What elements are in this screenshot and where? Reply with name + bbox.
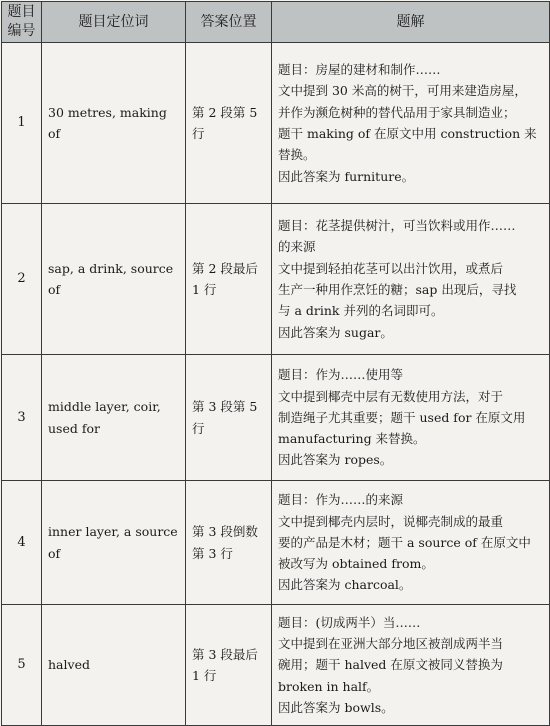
explanation-cell [272, 355, 550, 481]
keywords-cell: middle layer, coir, used for [42, 355, 186, 481]
answer-position-cell: 第 2 段最后 1 行 [186, 204, 272, 355]
explanation-line: 文中提到 30 米高的树干，可用来建造房屋， [278, 83, 527, 99]
answer-analysis-table [1, 1, 550, 726]
header-question-number: 题目编号 [2, 2, 42, 43]
explanation-line: 文中提到轻拍花茎可以出汁饮用，或煮后 [278, 260, 504, 276]
answer-position-cell: 第 2 段第 5 行 [186, 43, 272, 204]
table-row [2, 204, 550, 355]
explanation-line: 文中提到在亚洲大部分地区被剖成两半当 [278, 636, 504, 652]
answer-position-cell: 第 3 段倒数第 3 行 [186, 481, 272, 605]
header-answer-position: 答案位置 [186, 2, 272, 43]
keywords-cell: halved [42, 605, 186, 726]
explanation-line: 题目：房屋的建材和制作…… [278, 62, 441, 78]
answer-position-cell: 第 3 段第 5 行 [186, 355, 272, 481]
table-row [2, 481, 550, 605]
question-number: 1 [2, 43, 42, 204]
keywords-cell: inner layer, a source of [42, 481, 186, 605]
keywords-cell: 30 metres, making of [42, 43, 186, 204]
explanation-line: broken in half。 [278, 678, 380, 694]
keywords-cell: sap, a drink, source of [42, 204, 186, 355]
explanation-line: 生产一种用作烹饪的糖；sap 出现后，寻找 [278, 282, 517, 297]
table-header-row [2, 2, 550, 43]
explanation-line: 因此答案为 sugar。 [278, 324, 393, 340]
explanation-line: 题目：(切成两半）当…… [278, 614, 421, 630]
explanation-line: 因此答案为 bowls。 [278, 699, 394, 715]
question-number: 4 [2, 481, 42, 605]
explanation-line: 文中提到椰壳中层有无数使用方法，对于 [278, 388, 504, 404]
explanation-line: 文中提到椰壳内层时，说椰壳制成的最重 [278, 513, 504, 529]
explanation-line: 题目：作为……使用等 [278, 367, 404, 383]
question-number: 2 [2, 204, 42, 355]
table-row [2, 605, 550, 726]
header-explanation: 题解 [272, 2, 550, 43]
explanation-line: 因此答案为 furniture。 [278, 168, 415, 184]
explanation-line: 题目：作为……的来源 [278, 492, 404, 508]
question-number: 5 [2, 605, 42, 726]
explanation-line: 要的产品是木材；题干 a source of 在原文中 [278, 534, 531, 550]
explanation-line: 题干 making of 在原文中用 construction 来 [278, 126, 537, 141]
explanation-cell [272, 605, 550, 726]
explanation-line: 制造绳子尤其重要；题干 used for 在原文用 [278, 409, 526, 425]
explanation-line: 因此答案为 charcoal。 [278, 577, 412, 593]
explanation-line: 替换。 [278, 147, 316, 163]
explanation-line: 碗用；题干 halved 在原文被同义替换为 [278, 657, 503, 673]
table-row [2, 43, 550, 204]
explanation-cell [272, 43, 550, 204]
explanation-line: 并作为濒危树种的替代品用于家具制造业； [278, 104, 516, 120]
explanation-line: 因此答案为 ropes。 [278, 452, 393, 468]
explanation-line: 与 a drink 并列的名词即可。 [278, 303, 444, 319]
explanation-line: 题目：花茎提供树汁，可当饮料或用作…… [278, 218, 516, 234]
explanation-cell [272, 204, 550, 355]
explanation-line: 的来源 [278, 239, 316, 255]
table-row [2, 355, 550, 481]
question-number: 3 [2, 355, 42, 481]
header-keywords: 题目定位词 [42, 2, 186, 43]
explanation-line: 被改写为 obtained from。 [278, 556, 434, 572]
answer-position-cell: 第 3 段最后 1 行 [186, 605, 272, 726]
explanation-line: manufacturing 来替换。 [278, 431, 426, 447]
explanation-cell [272, 481, 550, 605]
